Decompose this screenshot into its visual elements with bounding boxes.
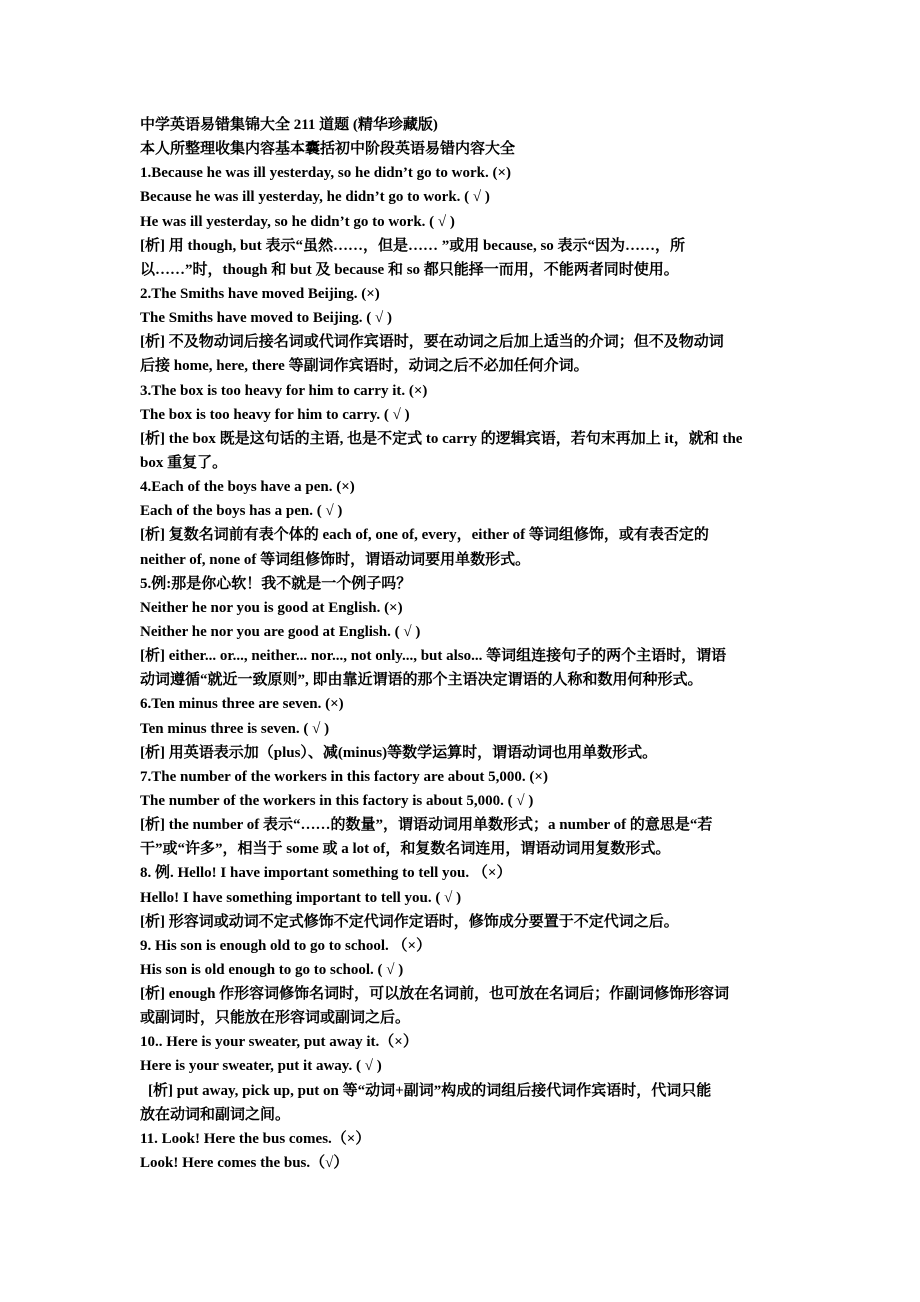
text-line: [析] put away, pick up, put on 等“动词+副词”构成的词组后接代词作宾语时，代词只能 [148,1082,712,1099]
text-line: 7.The number of the workers in this factory are about 5,000. (×) [140,768,548,785]
text-line: Because he was ill yesterday, he didn’t go to work. ( √ ) [140,189,490,206]
text-line: 10.. Here is your sweater, put away it.（×） [140,1034,418,1051]
text-line: [析] either... or..., neither... nor..., not only..., but also... 等词组连接句子的两个主语时，谓语 [140,648,727,665]
text-line: [析] enough 作形容词修饰名词时，可以放在名词前，也可放在名词后；作副词修饰形容词 [140,986,730,1003]
text-line: Look! Here comes the bus.（√） [140,1155,349,1172]
text-line: 本人所整理收集内容基本囊括初中阶段英语易错内容大全 [140,141,516,158]
text-line: 放在动词和副词之间。 [140,1106,291,1123]
text-line: 或副词时，只能放在形容词或副词之后。 [140,1010,411,1027]
text-line: 1.Because he was ill yesterday, so he didn’t go to work. (×) [140,165,512,182]
document-body [140,113,800,1175]
text-line: Each of the boys has a pen. ( √ ) [140,503,343,520]
text-line: 3.The box is too heavy for him to carry it. (×) [140,382,428,399]
text-line: 8. 例. Hello! I have important something to tell you. （×） [140,865,512,882]
text-line: 11. Look! Here the bus comes.（×） [140,1130,371,1147]
text-line: He was ill yesterday, so he didn’t go to work. ( √ ) [140,213,455,230]
text-line: box 重复了。 [140,454,228,471]
text-line: Here is your sweater, put it away. ( √ ) [140,1058,382,1075]
text-line: [析] 形容词或动词不定式修饰不定代词作定语时，修饰成分要置于不定代词之后。 [140,913,679,930]
text-line: The number of the workers in this factory is about 5,000. ( √ ) [140,792,534,809]
text-line: [析] 不及物动词后接名词或代词作宾语时，要在动词之后加上适当的介词；但不及物动词 [140,334,724,351]
text-line: Neither he nor you is good at English. (×) [140,599,403,616]
text-line: 动词遵循“就近一致原则”, 即由靠近谓语的那个主语决定谓语的人称和数用何种形式。 [140,672,703,689]
document-title: 中学英语易错集锦大全 211 道题 (精华珍藏版) [140,117,438,133]
text-line: Hello! I have something important to tell you. ( √ ) [140,889,462,906]
text-line: neither of, none of 等词组修饰时，谓语动词要用单数形式。 [140,551,531,568]
text-line: [析] 用英语表示加（plus）、减(minus)等数学运算时，谓语动词也用单数形式。 [140,744,658,761]
text-line: [析] 用 though, but 表示“虽然……，但是…… ”或用 because, so 表示“因为……，所 [140,237,686,254]
text-line: Ten minus three is seven. ( √ ) [140,720,330,737]
text-line: 5.例:那是你心软！我不就是一个例子吗？ [140,575,412,592]
text-line: [析] 复数名词前有表个体的 each of, one of, every，either of 等词组修饰，或有表否定的 [140,527,709,544]
text-line: [析] the box 既是这句话的主语, 也是不定式 to carry 的逻辑宾语，若句末再加上 it，就和 the [140,430,743,447]
text-line: 9. His son is enough old to go to school. （×） [140,937,432,954]
text-line: His son is old enough to go to school. ( √ ) [140,961,404,978]
text-line: 干”或“许多”，相当于 some 或 a lot of，和复数名词连用，谓语动词用复数形式。 [140,841,671,858]
text-line: 2.The Smiths have moved Beijing. (×) [140,285,380,302]
text-line: 后接 home, here, there 等副词作宾语时，动词之后不必加任何介词。 [140,358,589,375]
text-line: 4.Each of the boys have a pen. (×) [140,479,355,496]
text-line: 6.Ten minus three are seven. (×) [140,696,344,713]
text-line: The Smiths have moved to Beijing. ( √ ) [140,310,392,327]
text-line: [析] the number of 表示“……的数量”，谓语动词用单数形式；a number of 的意思是“若 [140,817,713,834]
text-line: The box is too heavy for him to carry. ( √ ) [140,406,410,423]
text-line: 以……”时，though 和 but 及 because 和 so 都只能择一而用，不能两者同时使用。 [140,261,679,278]
text-line: Neither he nor you are good at English. ( √ ) [140,623,421,640]
